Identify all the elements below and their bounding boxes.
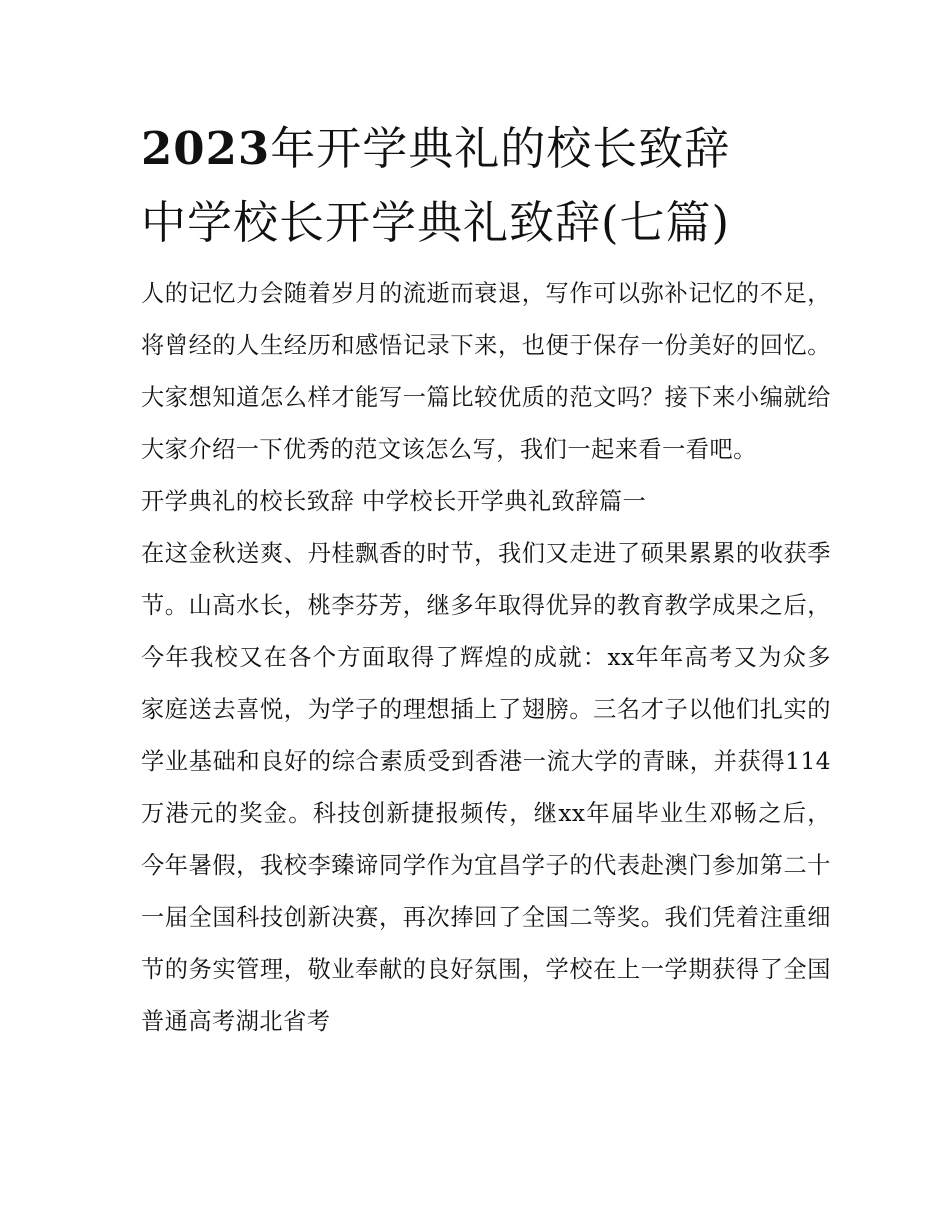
title-line-1-text: 年开学典礼的校长致辞 <box>270 122 731 175</box>
title-line-1 <box>141 118 831 178</box>
document-content <box>141 118 831 1048</box>
title-year: 2023 <box>141 122 271 175</box>
intro-paragraph: 人的记忆力会随着岁月的流逝而衰退，写作可以弥补记忆的不足，将曾经的人生经历和感悟记录下来，也便于保存一份美好的回忆。大家想知道怎么样才能写一篇比较优质的范文吗？接下来小编就给大家介绍一下优秀的范文该怎么写，我们一起来看一看吧。 <box>141 280 831 463</box>
title-line-2: 中学校长开学典礼致辞(七篇) <box>141 196 731 249</box>
body-paragraph: 在这金秋送爽、丹桂飘香的时节，我们又走进了硕果累累的收获季节。山高水长，桃李芬芳，继多年取得优异的教育教学成果之后，今年我校又在各个方面取得了辉煌的成就：xx年年高考又为众多家庭送去喜悦，为学子的理想插上了翅膀。三名才子以他们扎实的学业基础和良好的综合素质受到香港一流大学的青睐，并获得114万港元的奖金。科技创新捷报频传，继xx年届毕业生邓畅之后，今年暑假，我校李臻谛同学作为宜昌学子的代表赴澳门参加第二十一届全国科技创新决赛，再次捧回了全国二等奖。我们凭着注重细节的务实管理，敬业奉献的良好氛围，学校在上一学期获得了全国普通高考湖北省考 <box>141 540 831 1035</box>
document-title <box>141 118 831 254</box>
section-heading: 开学典礼的校长致辞 中学校长开学典礼致辞篇一 <box>141 488 647 515</box>
